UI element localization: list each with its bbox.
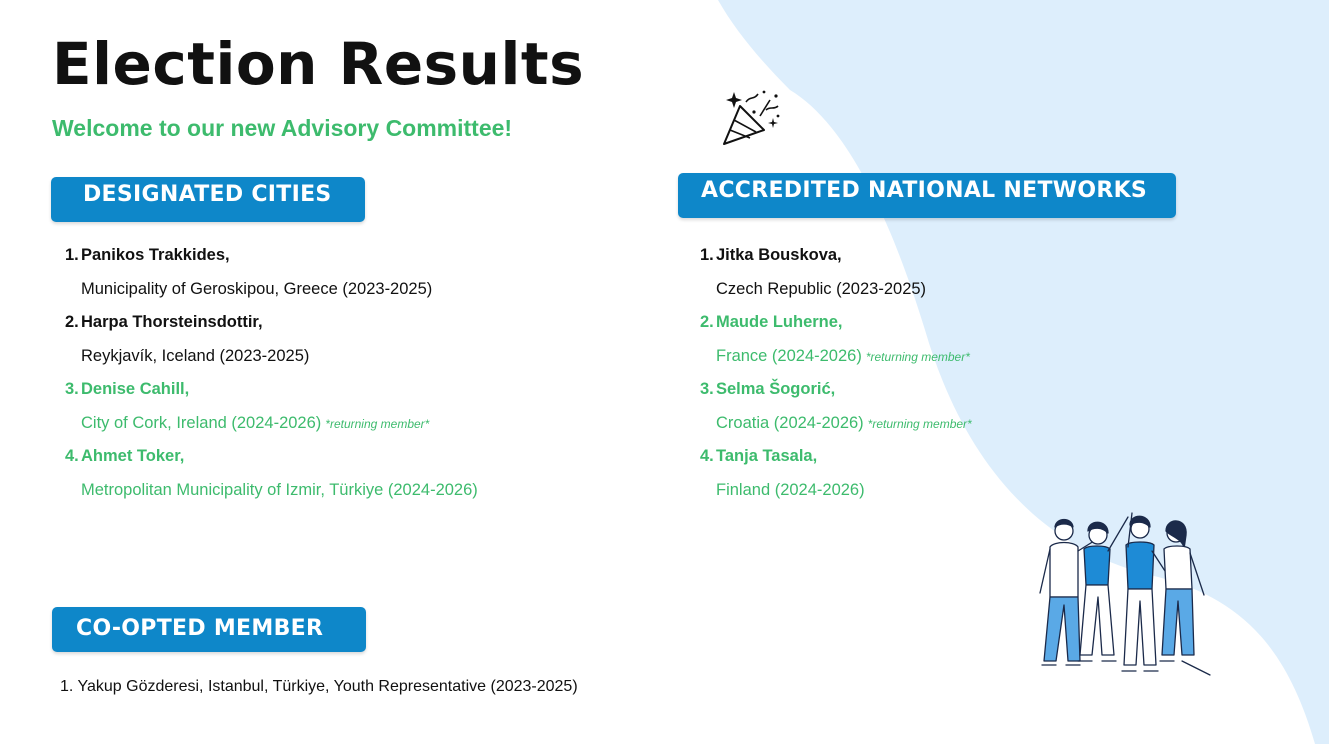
designated-cities-heading: DESIGNATED CITIES bbox=[51, 177, 365, 222]
list-item: 2. Harpa Thorsteinsdottir, Reykjavík, Iceland (2023-2025) bbox=[65, 313, 310, 365]
member-detail: City of Cork, Ireland (2024-2026) bbox=[81, 414, 322, 432]
returning-member-note: *returning member* bbox=[325, 417, 430, 431]
accredited-networks-heading: ACCREDITED NATIONAL NETWORKS bbox=[678, 173, 1176, 218]
member-name: Harpa Thorsteinsdottir, bbox=[81, 313, 263, 331]
coopted-member-entry bbox=[60, 678, 578, 696]
member-detail: Czech Republic (2023-2025) bbox=[716, 280, 927, 298]
coopted-member-heading: CO-OPTED MEMBER bbox=[52, 607, 366, 652]
member-name: Tanja Tasala, bbox=[716, 447, 818, 465]
member-detail: Finland (2024-2026) bbox=[716, 481, 865, 499]
list-item: 4. Tanja Tasala, Finland (2024-2026) bbox=[700, 447, 865, 499]
member-name: Panikos Trakkides, bbox=[81, 246, 230, 264]
list-item: 3. Denise Cahill, City of Cork, Ireland (2024-2026) *returning member* bbox=[65, 380, 430, 432]
team-high-five-illustration bbox=[1028, 505, 1218, 685]
party-popper-icon bbox=[720, 88, 782, 150]
member-name: Ahmet Toker, bbox=[81, 447, 185, 465]
page-subtitle: Welcome to our new Advisory Committee! bbox=[52, 115, 513, 141]
accredited-networks-list bbox=[700, 245, 972, 513]
designated-cities-list bbox=[65, 245, 478, 513]
list-item: 2. Maude Luherne, France (2024-2026) *returning member* bbox=[700, 313, 970, 365]
returning-member-note: *returning member* bbox=[867, 417, 972, 431]
member-detail: Reykjavík, Iceland (2023-2025) bbox=[81, 347, 310, 365]
coopted-number: 1. bbox=[60, 678, 74, 695]
member-name: Selma Šogorić, bbox=[716, 380, 836, 398]
list-item: 1. Jitka Bouskova, Czech Republic (2023-2025) bbox=[700, 246, 927, 298]
member-detail: Municipality of Geroskipou, Greece (2023-2025) bbox=[81, 280, 433, 298]
member-name: Maude Luherne, bbox=[716, 313, 843, 331]
list-item: 3. Selma Šogorić, Croatia (2024-2026) *returning member* bbox=[700, 380, 972, 432]
member-name: Jitka Bouskova, bbox=[716, 246, 842, 264]
member-name: Denise Cahill, bbox=[81, 380, 190, 398]
member-detail: Metropolitan Municipality of Izmir, Türkiye (2024-2026) bbox=[81, 481, 478, 499]
list-item: 4. Ahmet Toker, Metropolitan Municipality of Izmir, Türkiye (2024-2026) bbox=[65, 447, 478, 499]
page-title: Election Results bbox=[52, 30, 585, 98]
member-detail: France (2024-2026) bbox=[716, 347, 862, 365]
returning-member-note: *returning member* bbox=[865, 350, 970, 364]
list-item: 1. Panikos Trakkides, Municipality of Geroskipou, Greece (2023-2025) bbox=[65, 246, 433, 298]
coopted-text: Yakup Gözderesi, Istanbul, Türkiye, Youth Representative (2023-2025) bbox=[77, 678, 578, 695]
member-detail: Croatia (2024-2026) bbox=[716, 414, 864, 432]
